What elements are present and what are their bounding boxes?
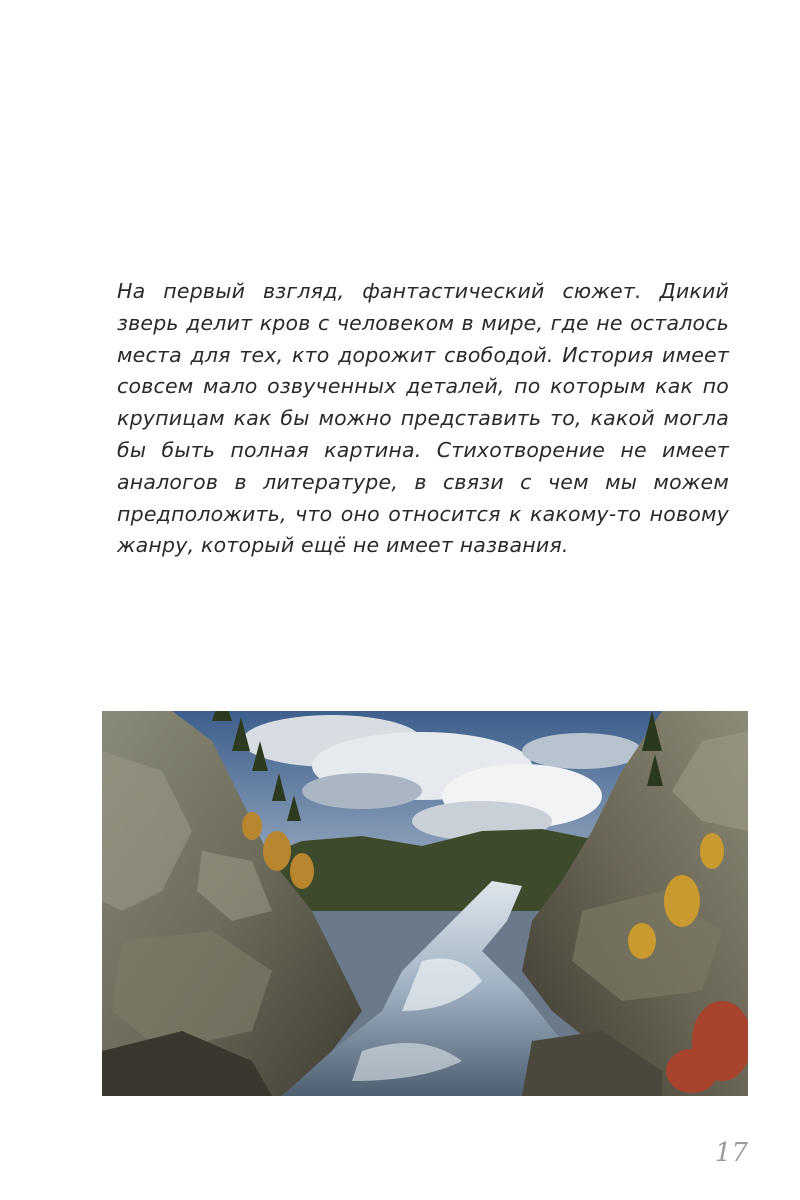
river-canyon-photo [102,711,748,1096]
page-number: 17 [714,1138,748,1168]
body-paragraph: На первый взгляд, фантастический сюжет. Дикий зверь делит кров с человеком в мире, где не осталось места для тех, кто дорожит свободой. История имеет совсем мало озвученных деталей, по которым как по крупицам как бы можно представить то, какой могла бы быть полная картина. Стихотворение не имеет аналогов в литературе, в связи с чем мы можем предположить, что оно относится к какому-то новому жанру, который ещё не имеет названия. [117,279,729,558]
